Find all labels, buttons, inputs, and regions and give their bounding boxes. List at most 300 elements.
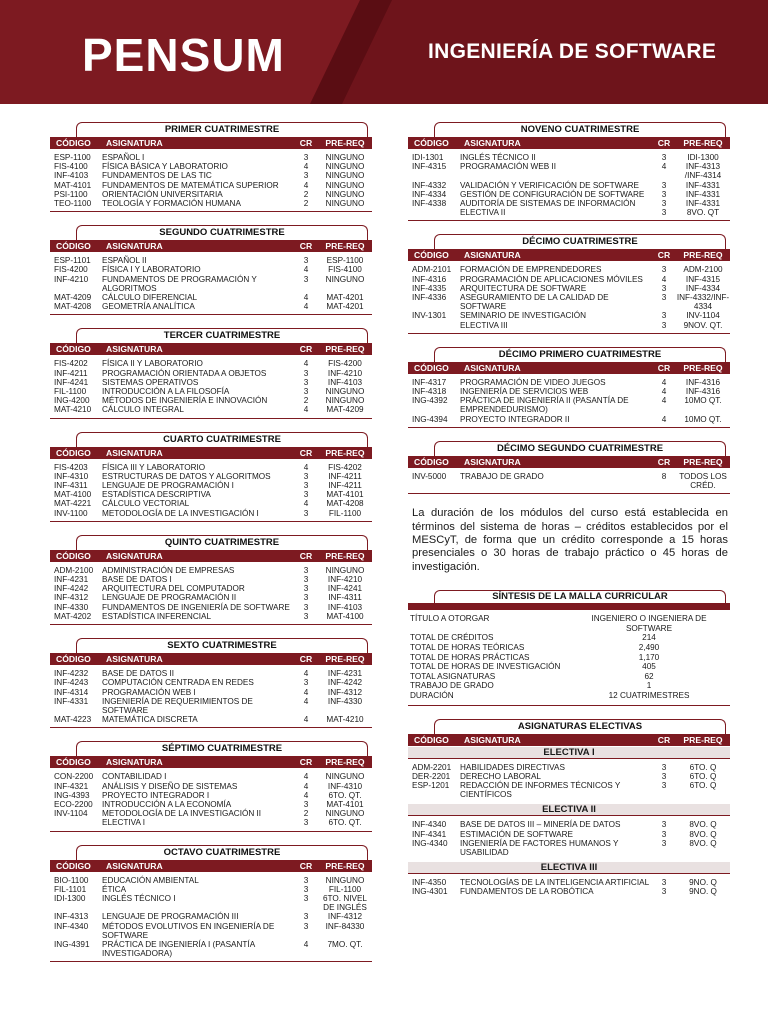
course-prereq: INF-4241	[327, 584, 363, 594]
course-credits: 4	[303, 462, 309, 472]
synthesis-value: 12 CUATRIMESTRES	[608, 691, 690, 701]
table-header	[408, 137, 730, 149]
course-name: FÍSICA BÁSICA Y LABORATORIO	[102, 162, 228, 172]
course-credits: 3	[661, 320, 667, 330]
electives-title: ASIGNATURAS ELECTIVAS	[434, 719, 726, 734]
term-section	[408, 234, 730, 333]
course-code: INF-4311	[54, 481, 88, 491]
term-title: OCTAVO CUATRIMESTRE	[76, 845, 368, 860]
course-credits: 8	[661, 471, 667, 481]
synthesis-row	[408, 662, 730, 672]
course-credits: 3	[303, 818, 309, 828]
course-name: ÉTICA	[102, 884, 127, 894]
term-section	[408, 347, 730, 428]
course-code: BIO-1100	[54, 875, 89, 885]
course-code: INF-4317	[412, 377, 447, 387]
course-prereq: INF-4313 /INF-4314	[684, 162, 722, 181]
course-prereq: NINGUNO	[325, 171, 365, 181]
course-row	[50, 162, 372, 171]
term-rows	[408, 261, 730, 333]
course-code: INV-1100	[54, 508, 88, 518]
header-credits: CR	[657, 456, 671, 467]
course-name: ORIENTACIÓN UNIVERSITARIA	[102, 189, 223, 199]
page-title: PENSUM	[82, 29, 285, 81]
course-code: INF-4242	[54, 584, 89, 594]
header-subject: ASIGNATURA	[106, 860, 163, 871]
course-code: INV-1104	[54, 809, 88, 819]
header-code: CÓDIGO	[56, 241, 91, 252]
synthesis-rows	[408, 610, 730, 705]
course-prereq: FIL-1100	[328, 508, 362, 518]
header-code: CÓDIGO	[56, 447, 91, 458]
course-code: INF-4330	[54, 602, 89, 612]
course-credits: 3	[303, 565, 309, 575]
course-prereq: NINGUNO	[325, 809, 365, 819]
course-code: MAT-4209	[54, 293, 92, 303]
header-code: CÓDIGO	[414, 456, 449, 467]
elective-rows	[408, 759, 730, 804]
course-prereq: 10MO QT.	[684, 396, 722, 406]
course-row	[408, 321, 730, 330]
term-section	[50, 845, 372, 963]
course-code: IDI-1300	[54, 893, 86, 903]
course-prereq: 9NO. Q	[689, 878, 717, 888]
course-credits: 3	[303, 387, 309, 397]
header-subject: ASIGNATURA	[106, 447, 163, 458]
course-name: ESTIMACIÓN DE SOFTWARE	[460, 829, 573, 839]
course-code: FIL-1101	[54, 884, 87, 894]
course-row	[408, 472, 730, 490]
term-title: DÉCIMO PRIMERO CUATRIMESTRE	[434, 347, 726, 362]
course-name: MÉTODOS DE INGENIERÍA E INNOVACIÓN	[102, 396, 268, 406]
course-credits: 3	[661, 820, 667, 830]
course-code: FIL-1100	[54, 387, 87, 397]
term-title: CUARTO CUATRIMESTRE	[76, 432, 368, 447]
course-row	[408, 208, 730, 217]
course-credits: 4	[303, 669, 309, 679]
header-subject: ASIGNATURA	[106, 241, 163, 252]
table-header	[50, 550, 372, 562]
course-credits: 3	[661, 293, 667, 303]
course-name: LENGUAJE DE PROGRAMACIÓN III	[102, 912, 239, 922]
course-credits: 2	[303, 396, 309, 406]
synthesis-value: 1,170	[638, 652, 660, 662]
course-credits: 4	[303, 790, 309, 800]
course-name: PROYECTO INTEGRADOR I	[102, 790, 210, 800]
course-prereq: INF-4211	[328, 471, 362, 481]
course-prereq: ADM-2100	[683, 265, 723, 275]
course-name: BASE DE DATOS I	[102, 575, 172, 585]
course-name: INGLÉS TÉCNICO II	[460, 153, 536, 162]
header-subject: ASIGNATURA	[464, 250, 521, 261]
table-header	[50, 447, 372, 459]
course-credits: 3	[303, 508, 309, 518]
course-prereq: INF-4242	[327, 678, 363, 688]
course-row	[408, 839, 730, 857]
course-code: INF-4312	[54, 593, 89, 603]
course-credits: 3	[661, 311, 667, 321]
course-name: PRÁCTICA DE INGENIERÍA II (PASANTÍA DE EMPRENDEDURISMO)	[460, 396, 629, 415]
header-prereq: PRE-REQ	[325, 344, 365, 355]
term-title: TERCER CUATRIMESTRE	[76, 328, 368, 343]
synthesis-row	[408, 614, 730, 633]
synthesis-value: 2,490	[638, 643, 660, 653]
course-prereq: NINGUNO	[325, 180, 365, 190]
course-credits: 4	[303, 781, 309, 791]
synthesis-label: TOTAL DE HORAS PRÁCTICAS	[410, 652, 530, 662]
course-code: MAT-4100	[54, 490, 92, 500]
course-name: ADMINISTRACIÓN DE EMPRESAS	[102, 565, 235, 575]
course-prereq: MAT-4101	[326, 799, 364, 809]
course-row	[50, 782, 372, 791]
course-credits: 3	[661, 153, 667, 162]
course-prereq: 7MO. QT.	[327, 939, 363, 949]
course-name: PROGRAMACIÓN WEB II	[460, 162, 556, 172]
course-code: IDI-1301	[412, 153, 444, 162]
course-credits: 4	[661, 396, 667, 406]
term-rows	[408, 149, 730, 221]
course-credits: 4	[303, 687, 309, 697]
synthesis-label: TRABAJO DE GRADO	[410, 681, 494, 691]
term-title: QUINTO CUATRIMESTRE	[76, 535, 368, 550]
term-rows	[50, 252, 372, 315]
course-name: INTRODUCCIÓN A LA FILOSOFÍA	[102, 387, 230, 397]
course-row	[50, 612, 372, 621]
term-rows	[50, 665, 372, 728]
table-header	[50, 343, 372, 355]
course-prereq: NINGUNO	[325, 772, 365, 782]
course-name: ESPAÑOL II	[102, 256, 147, 266]
synthesis-title: SÍNTESIS DE LA MALLA CURRICULAR	[434, 590, 726, 603]
header-code: CÓDIGO	[414, 734, 449, 745]
course-code: INF-4350	[412, 878, 447, 888]
course-credits: 3	[303, 602, 309, 612]
course-row	[50, 688, 372, 697]
course-credits: 3	[661, 199, 667, 209]
course-prereq: MAT-4209	[326, 405, 364, 415]
header-credits: CR	[299, 860, 313, 871]
synthesis-value: 405	[642, 662, 656, 672]
course-credits: 3	[303, 471, 309, 481]
header-prereq: PRE-REQ	[325, 654, 365, 665]
course-prereq: INF-4331	[685, 180, 721, 190]
course-row	[50, 922, 372, 940]
course-name: PROYECTO INTEGRADOR II	[460, 414, 570, 424]
course-prereq: NINGUNO	[325, 189, 365, 199]
header-credits: CR	[299, 241, 313, 252]
course-row	[50, 818, 372, 827]
course-prereq: MAT-4210	[326, 715, 364, 725]
course-name: INGLÉS TÉCNICO I	[102, 893, 176, 903]
course-prereq: FIS-4100	[328, 265, 362, 275]
course-row	[50, 509, 372, 518]
course-prereq: INF-4312	[327, 687, 363, 697]
course-prereq: 6TO. NIVEL DE INGLÉS	[323, 893, 367, 913]
course-row	[50, 885, 372, 894]
course-credits: 4	[303, 180, 309, 190]
synthesis-label: DURACIÓN	[410, 691, 454, 701]
term-section	[50, 225, 372, 315]
course-code: ECO-2200	[54, 799, 93, 809]
course-row	[50, 463, 372, 472]
synthesis-row	[408, 643, 730, 653]
course-prereq: FIL-1100	[328, 884, 362, 894]
course-row	[50, 302, 372, 311]
header-subject: ASIGNATURA	[464, 362, 521, 373]
elective-rows	[408, 874, 730, 900]
course-credits: 2	[303, 189, 309, 199]
course-row	[50, 199, 372, 208]
course-credits: 3	[303, 611, 309, 621]
course-prereq: 6TO. Q	[689, 781, 717, 791]
header-banner	[0, 0, 768, 104]
header-prereq: PRE-REQ	[325, 860, 365, 871]
course-name: ELECTIVA I	[102, 818, 146, 828]
course-credits: 3	[303, 584, 309, 594]
synthesis-bar	[408, 603, 730, 610]
course-name: BASE DE DATOS II	[102, 669, 175, 679]
course-row	[50, 265, 372, 274]
header-credits: CR	[299, 550, 313, 561]
term-rows	[50, 459, 372, 522]
table-header	[50, 240, 372, 252]
course-name: ESTADÍSTICA DESCRIPTIVA	[102, 490, 211, 500]
right-column	[408, 122, 730, 914]
course-code: INF-4338	[412, 199, 447, 209]
table-header	[408, 249, 730, 261]
course-name: ARQUITECTURA DEL COMPUTADOR	[102, 584, 245, 594]
course-name: VALIDACIÓN Y VERIFICACIÓN DE SOFTWARE	[460, 180, 639, 190]
course-row	[408, 781, 730, 799]
synthesis-value: INGENIERO O INGENIERA DE SOFTWARE	[591, 614, 707, 633]
course-code: INF-4340	[54, 921, 89, 931]
course-prereq: 9NOV. QT.	[683, 320, 723, 330]
term-rows	[50, 872, 372, 963]
course-prereq: NINGUNO	[325, 875, 365, 885]
term-title: SEXTO CUATRIMESTRE	[76, 638, 368, 653]
header-credits: CR	[299, 138, 313, 148]
course-row	[50, 566, 372, 575]
course-credits: 3	[303, 593, 309, 603]
synthesis-value: 62	[644, 671, 654, 681]
header-code: CÓDIGO	[56, 757, 91, 768]
course-row	[50, 293, 372, 302]
course-credits: 3	[303, 921, 309, 931]
course-code: MAT-4210	[54, 405, 92, 415]
synthesis-label: TOTAL DE HORAS TEÓRICAS	[410, 643, 525, 653]
course-prereq: INF-4211	[328, 481, 362, 491]
course-name: TEOLOGÍA Y FORMACIÓN HUMANA	[102, 199, 241, 209]
course-credits: 3	[661, 265, 667, 275]
header-credits: CR	[299, 654, 313, 665]
course-prereq: FIS-4200	[328, 359, 362, 369]
course-prereq: 10MO QT.	[684, 414, 722, 424]
header-prereq: PRE-REQ	[325, 550, 365, 561]
course-prereq: FIS-4202	[328, 462, 362, 472]
course-name: TECNOLOGÍAS DE LA INTELIGENCIA ARTIFICIAL	[460, 878, 650, 888]
course-code: ING-4393	[54, 790, 90, 800]
course-code: ESP-1101	[54, 256, 91, 266]
course-row	[50, 894, 372, 912]
synthesis-label: TOTAL DE CRÉDITOS	[410, 633, 494, 643]
term-title: DÉCIMO SEGUNDO CUATRIMESTRE	[434, 441, 726, 456]
course-prereq: MAT-4100	[326, 611, 364, 621]
course-row	[408, 311, 730, 320]
course-prereq: INF-4312	[327, 912, 363, 922]
course-row	[50, 190, 372, 199]
course-prereq: INF-4210	[327, 575, 363, 585]
course-row	[408, 199, 730, 208]
header-code: CÓDIGO	[414, 362, 449, 373]
synthesis-section	[408, 590, 730, 705]
course-row	[50, 369, 372, 378]
course-prereq: IDI-1300	[687, 153, 719, 162]
table-header	[408, 734, 730, 746]
course-prereq: INF-4210	[327, 368, 363, 378]
header-credits: CR	[299, 447, 313, 458]
course-name: FÍSICA II Y LABORATORIO	[102, 359, 203, 369]
course-name: GEOMETRÍA ANALÍTICA	[102, 302, 195, 312]
course-name: SISTEMAS OPERATIVOS	[102, 377, 199, 387]
course-code: ING-4200	[54, 396, 90, 406]
course-row	[50, 490, 372, 499]
course-prereq: 9NO. Q	[689, 887, 717, 897]
course-prereq: TODOS LOS CRÉD.	[679, 471, 727, 491]
term-title: DÉCIMO CUATRIMESTRE	[434, 234, 726, 249]
header-prereq: PRE-REQ	[683, 734, 723, 745]
term-rows	[408, 468, 730, 494]
right-sections	[408, 122, 730, 494]
header-prereq: PRE-REQ	[325, 757, 365, 768]
course-credits: 3	[303, 481, 309, 491]
table-header	[408, 362, 730, 374]
course-row	[408, 830, 730, 839]
course-credits: 3	[303, 153, 309, 162]
course-row	[50, 715, 372, 724]
course-code: ING-4392	[412, 396, 448, 406]
course-code: INF-4334	[412, 189, 447, 199]
header-prereq: PRE-REQ	[325, 447, 365, 458]
course-row	[408, 284, 730, 293]
elective-group-title: ELECTIVA III	[408, 862, 730, 874]
course-code: FIS-4100	[54, 162, 88, 172]
table-header	[50, 653, 372, 665]
course-credits: 3	[303, 490, 309, 500]
course-code: MAT-4221	[54, 499, 92, 509]
course-prereq: MAT-4201	[326, 293, 364, 303]
course-row	[50, 359, 372, 368]
course-name: PROGRAMACIÓN DE VIDEO JUEGOS	[460, 377, 606, 387]
course-row	[50, 181, 372, 190]
course-name: CÁLCULO VECTORIAL	[102, 499, 190, 509]
course-code: INF-4315	[412, 162, 447, 172]
term-section	[408, 441, 730, 494]
course-credits: 4	[303, 293, 309, 303]
course-code: INF-4331	[54, 696, 89, 706]
course-row	[408, 763, 730, 772]
course-name: REDACCIÓN DE INFORMES TÉCNICOS Y CIENTÍFICOS	[460, 781, 621, 800]
course-code: INF-4336	[412, 293, 447, 303]
course-prereq: INF-4332/INF-4334	[676, 293, 730, 312]
course-code: ADM-2101	[412, 265, 452, 275]
course-code: INF-4335	[412, 283, 447, 293]
course-name: ESPAÑOL I	[102, 153, 145, 162]
course-name: FORMACIÓN DE EMPRENDEDORES	[460, 265, 602, 275]
course-prereq: NINGUNO	[325, 396, 365, 406]
term-title: SEGUNDO CUATRIMESTRE	[76, 225, 368, 240]
course-prereq: 8VO. QT	[686, 208, 720, 218]
header-prereq: PRE-REQ	[683, 456, 723, 467]
course-name: FUNDAMENTOS DE LA ROBÓTICA	[460, 887, 594, 897]
course-name: PROGRAMACIÓN DE APLICACIONES MÓVILES	[460, 274, 643, 284]
elective-group-title: ELECTIVA I	[408, 747, 730, 759]
course-credits: 4	[303, 265, 309, 275]
course-credits: 4	[303, 696, 309, 706]
course-code: TEO-1100	[54, 199, 92, 209]
course-row	[408, 181, 730, 190]
term-title: SÉPTIMO CUATRIMESTRE	[76, 741, 368, 756]
course-prereq: MAT-4201	[326, 302, 364, 312]
course-code: MAT-4202	[54, 611, 92, 621]
course-row	[50, 678, 372, 687]
course-name: SEMINARIO DE INVESTIGACIÓN	[460, 311, 587, 321]
course-row	[50, 378, 372, 387]
course-credits: 3	[303, 274, 309, 284]
course-row	[408, 153, 730, 162]
course-code: INF-4211	[54, 368, 88, 378]
course-name: INTRODUCCIÓN A LA ECONOMÍA	[102, 799, 232, 809]
course-credits: 3	[661, 838, 667, 848]
course-credits: 3	[661, 180, 667, 190]
header-prereq: PRE-REQ	[325, 241, 365, 252]
course-credits: 4	[303, 715, 309, 725]
course-credits: 3	[303, 256, 309, 266]
header-subject: ASIGNATURA	[106, 757, 163, 768]
course-code: FIS-4202	[54, 359, 88, 369]
term-section	[50, 122, 372, 212]
header-code: CÓDIGO	[56, 550, 91, 561]
course-prereq: INF-4103	[327, 602, 363, 612]
course-credits: 4	[661, 377, 667, 387]
credit-explanation: La duración de los módulos del curso está establecida en términos del sistema de horas – créditos establecidos por el MESCyT, de forma que un crédito corresponde a 15 horas presenciales o 30 horas de trabajo práctico o 45 horas de investigación.	[412, 507, 728, 573]
synthesis-label: TÍTULO A OTORGAR	[410, 614, 490, 624]
table-header	[408, 456, 730, 468]
course-credits: 4	[661, 274, 667, 284]
course-prereq: INF-4311	[328, 593, 362, 603]
synthesis-value: 214	[642, 633, 656, 643]
header-prereq: PRE-REQ	[683, 138, 723, 148]
left-column	[50, 122, 372, 975]
header-subject: ASIGNATURA	[464, 138, 521, 148]
course-code: ING-4301	[412, 887, 448, 897]
course-code: INF-4316	[412, 274, 447, 284]
course-credits: 3	[661, 762, 667, 772]
course-credits: 2	[303, 199, 309, 209]
course-code: INF-4332	[412, 180, 447, 190]
course-name: ESTADÍSTICA INFERENCIAL	[102, 611, 212, 621]
course-row	[408, 772, 730, 781]
course-name: INGENIERÍA DE REQUERIMIENTOS DE SOFTWARE	[102, 696, 253, 715]
course-name: FUNDAMENTOS DE MATEMÁTICA SUPERIOR	[102, 180, 279, 190]
course-prereq: MAT-4208	[326, 499, 364, 509]
course-credits: 4	[661, 387, 667, 397]
course-prereq: NINGUNO	[325, 387, 365, 397]
course-row	[408, 162, 730, 180]
header-subject: ASIGNATURA	[464, 734, 521, 745]
course-prereq: NINGUNO	[325, 565, 365, 575]
course-row	[50, 396, 372, 405]
course-code: FIS-4200	[54, 265, 88, 275]
